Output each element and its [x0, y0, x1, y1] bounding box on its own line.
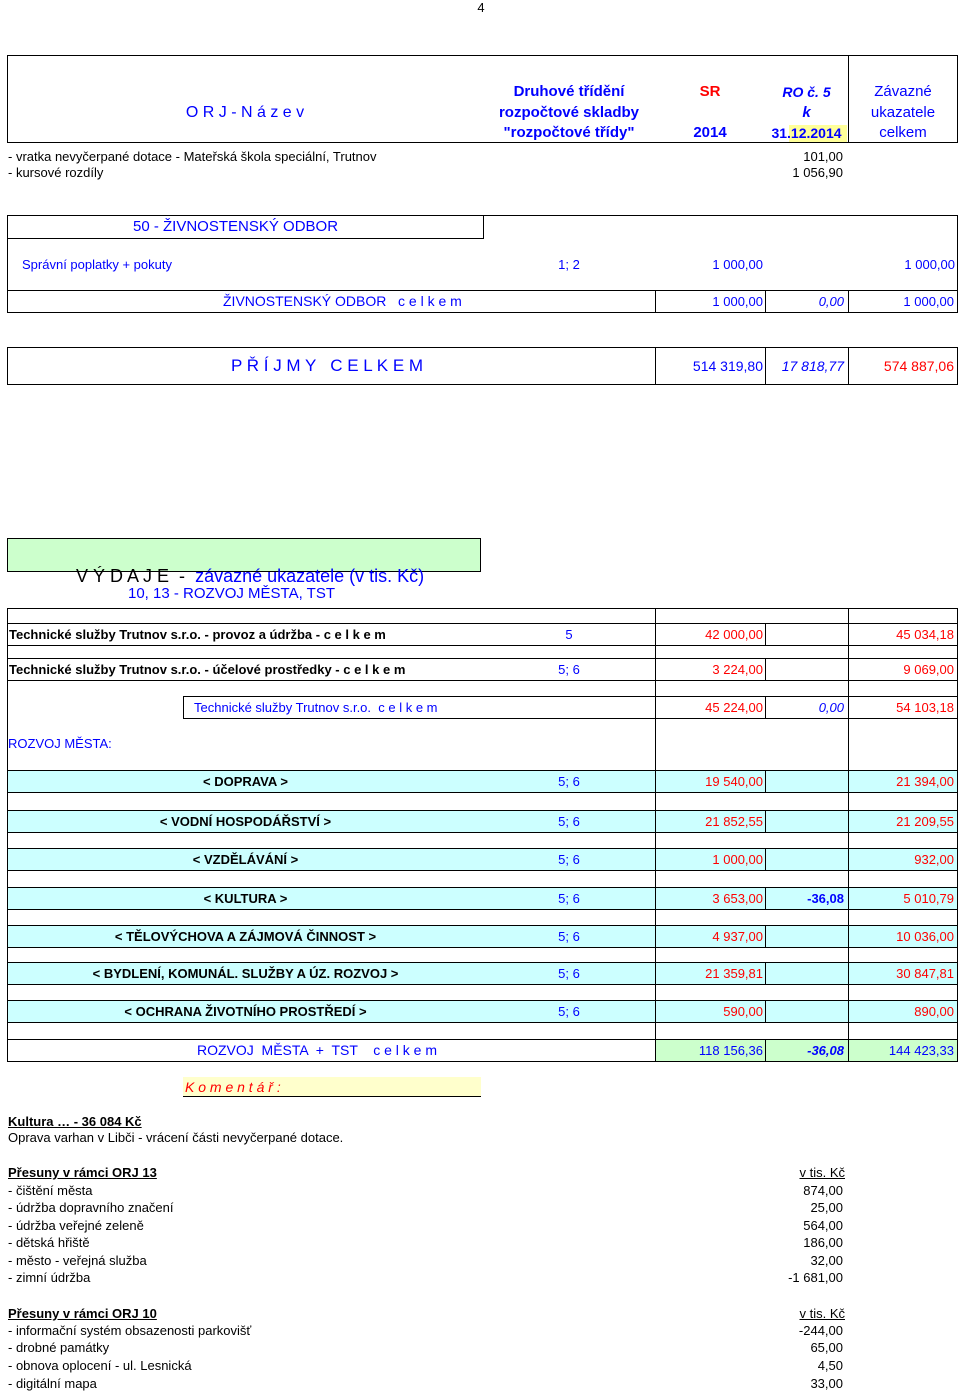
row-label: ŽIVNOSTENSKÝ ODBOR c e l k e m	[7, 290, 655, 313]
row-ro-value	[765, 848, 848, 871]
header-classification-line-1: Druhové třídění	[513, 83, 625, 100]
row-class: 5; 6	[483, 887, 655, 910]
trade-office-title: 50 - ŽIVNOSTENSKÝ ODBOR	[133, 218, 339, 235]
row-label: Technické služby Trutnov s.r.o. c e l k e m	[183, 696, 655, 719]
transfer-unit: v tis. Kč	[799, 1165, 845, 1180]
header-sr-label: SR	[699, 83, 721, 100]
row-binding-value: 5 010,79	[848, 887, 958, 910]
category-row	[0, 962, 960, 985]
row-binding-value: 21 209,55	[848, 810, 958, 833]
income-total-binding: 574 887,06	[848, 347, 958, 385]
transfer-item-value: 186,00	[803, 1235, 843, 1250]
row-label: < DOPRAVA >	[7, 770, 483, 793]
row-sr-value: 19 540,00	[655, 770, 765, 793]
transfer-item-label: - informační systém obsazenosti parkovišť	[8, 1323, 252, 1338]
header-sr-year: 2014	[693, 124, 727, 141]
transfer-item-label: - údržba dopravního značení	[8, 1200, 174, 1215]
income-total-sr: 514 319,80	[655, 347, 765, 385]
header-orj-name: O R J - N á z e v	[185, 104, 305, 121]
transfer-item-label: - dětská hřiště	[8, 1235, 90, 1250]
row-class: 5	[483, 623, 655, 646]
row-label: Technické služby Trutnov s.r.o. - účelové prostředky - c e l k e m	[7, 658, 483, 681]
row-ro-value	[765, 1000, 848, 1023]
transfer-item-label: - digitální mapa	[8, 1376, 97, 1391]
row-binding-value: 45 034,18	[848, 623, 958, 646]
row-binding-value: 54 103,18	[848, 696, 958, 719]
kultura-text: Oprava varhan v Libči - vrácení části nevyčerpané dotace.	[8, 1130, 344, 1145]
row-class: 5; 6	[483, 962, 655, 985]
comment-label: K o m e n t á ř :	[185, 1079, 281, 1095]
header-ro-label: RO č. 5	[782, 84, 831, 100]
category-row	[0, 887, 960, 910]
row-ro-value: 0,00	[765, 696, 848, 719]
transfer-item-value: -1 681,00	[788, 1270, 843, 1285]
transfer-item	[0, 1200, 960, 1216]
row-label: < OCHRANA ŽIVOTNÍHO PROSTŘEDÍ >	[7, 1000, 483, 1023]
transfer-item-value: 33,00	[810, 1376, 843, 1391]
category-row	[0, 925, 960, 948]
row-ro-value	[765, 770, 848, 793]
row-sr-value: 42 000,00	[655, 623, 765, 646]
transfer-item	[0, 1235, 960, 1251]
row-class: 5; 6	[483, 658, 655, 681]
category-row	[0, 1000, 960, 1023]
transfer-item	[0, 1253, 960, 1269]
expenditure-title-main: V Ý D A J E -	[76, 566, 186, 586]
row-class: 1; 2	[558, 257, 580, 272]
transfer-item	[0, 1340, 960, 1356]
header-binding-line-3: celkem	[879, 124, 927, 141]
transfer-item-value: 25,00	[810, 1200, 843, 1215]
row-label: ROZVOJ MĚSTA + TST c e l k e m	[7, 1039, 655, 1062]
kultura-heading: Kultura … - 36 084 Kč	[8, 1114, 142, 1129]
transfer-item	[0, 1218, 960, 1234]
row-label: < KULTURA >	[7, 887, 483, 910]
row-label: < BYDLENÍ, KOMUNÁL. SLUŽBY A ÚZ. ROZVOJ >	[7, 962, 483, 985]
transfer-item-value: 874,00	[803, 1183, 843, 1198]
income-item-value: 101,00	[803, 149, 843, 164]
header-classification-line-3: "rozpočtové třídy"	[503, 124, 635, 141]
row-sr-value: 590,00	[655, 1000, 765, 1023]
income-total-row	[0, 347, 960, 385]
row-binding-value: 890,00	[848, 1000, 958, 1023]
category-row	[0, 848, 960, 871]
row-binding-value: 10 036,00	[848, 925, 958, 948]
expenditure-title	[56, 543, 425, 586]
row-class: 5; 6	[483, 925, 655, 948]
row-label: Technické služby Trutnov s.r.o. - provoz a údržba - c e l k e m	[7, 623, 483, 646]
grand-total-row	[0, 1039, 960, 1062]
row-class: 5; 6	[483, 770, 655, 793]
trade-office-row	[0, 253, 960, 276]
transfer-item-label: - zimní údržba	[8, 1270, 91, 1285]
row-binding-value: 21 394,00	[848, 770, 958, 793]
transfer-item	[0, 1358, 960, 1374]
row-sr-value: 1 000,00	[655, 848, 765, 871]
row-label: Správní poplatky + pokuty	[22, 257, 172, 272]
row-class: 5; 6	[483, 848, 655, 871]
row-ro-value	[765, 810, 848, 833]
row-sr-value: 118 156,36	[655, 1039, 765, 1062]
transfer-item-label: - obnova oplocení - ul. Lesnická	[8, 1358, 192, 1373]
header-ro-k: k	[802, 104, 811, 121]
trade-office-total-row	[0, 290, 960, 313]
expenditure-title-rest: závazné ukazatele (v tis. Kč)	[185, 566, 425, 586]
transfer-heading: Přesuny v rámci ORJ 13	[8, 1165, 157, 1180]
expenditure-section-title: 10, 13 - ROZVOJ MĚSTA, TST	[128, 585, 335, 602]
transfer-heading: Přesuny v rámci ORJ 10	[8, 1306, 157, 1321]
row-ro-value: 0,00	[765, 290, 848, 313]
transfer-item	[0, 1270, 960, 1286]
header-binding-line-2: ukazatele	[870, 104, 936, 121]
row-binding-value: 1 000,00	[904, 257, 955, 272]
row-binding-value: 9 069,00	[848, 658, 958, 681]
transfer-item-value: 564,00	[803, 1218, 843, 1233]
services-row	[0, 658, 960, 681]
row-ro-value: -36,08	[765, 887, 848, 910]
row-sr-value: 4 937,00	[655, 925, 765, 948]
row-ro-value: -36,08	[765, 1039, 848, 1062]
transfer-item	[0, 1323, 960, 1339]
row-binding-value: 144 423,33	[848, 1039, 958, 1062]
income-item-label: - kursové rozdíly	[8, 165, 104, 180]
row-sr-value: 1 000,00	[655, 290, 765, 313]
income-item-label: - vratka nevyčerpané dotace - Mateřská škola speciální, Trutnov	[8, 149, 377, 164]
header-ro-date: 31.12.2014	[771, 125, 842, 141]
transfer-item-label: - drobné památky	[8, 1340, 110, 1355]
row-binding-value: 1 000,00	[848, 290, 958, 313]
transfer-item-value: 32,00	[810, 1253, 843, 1268]
transfer-item-value: 65,00	[810, 1340, 843, 1355]
row-label: < VZDĚLÁVÁNÍ >	[7, 848, 483, 871]
transfer-item-value: -244,00	[798, 1323, 843, 1338]
transfer-item-value: 4,50	[817, 1358, 843, 1373]
row-ro-value	[765, 623, 848, 646]
category-row	[0, 770, 960, 793]
income-item-value: 1 056,90	[792, 165, 843, 180]
transfer-item-label: - údržba veřejné zeleně	[8, 1218, 144, 1233]
row-sr-value: 21 359,81	[655, 962, 765, 985]
header-classification-line-2: rozpočtové skladby	[498, 104, 640, 121]
row-class: 5; 6	[483, 1000, 655, 1023]
city-development-label: ROZVOJ MĚSTA:	[8, 736, 112, 751]
income-total-label: P Ř Í J M Y C E L K E M	[7, 347, 655, 385]
row-sr-value: 3 224,00	[655, 658, 765, 681]
services-total-row	[0, 696, 960, 719]
transfer-unit: v tis. Kč	[799, 1306, 845, 1321]
transfer-item	[0, 1376, 960, 1392]
row-label: < VODNÍ HOSPODÁŘSTVÍ >	[7, 810, 483, 833]
transfer-item-label: - čištění města	[8, 1183, 93, 1198]
table-top-line	[7, 608, 958, 609]
transfer-item-label: - město - veřejná služba	[8, 1253, 147, 1268]
row-sr-value: 1 000,00	[712, 257, 763, 272]
row-sr-value: 3 653,00	[655, 887, 765, 910]
row-sr-value: 21 852,55	[655, 810, 765, 833]
row-binding-value: 30 847,81	[848, 962, 958, 985]
row-sr-value: 45 224,00	[655, 696, 765, 719]
row-class: 5; 6	[483, 810, 655, 833]
income-total-ro: 17 818,77	[765, 347, 848, 385]
row-ro-value	[765, 962, 848, 985]
transfer-item	[0, 1183, 960, 1199]
services-row	[0, 623, 960, 646]
header-binding-line-1: Závazné	[874, 83, 932, 100]
row-binding-value: 932,00	[848, 848, 958, 871]
page-number: 4	[477, 0, 485, 15]
row-ro-value	[765, 925, 848, 948]
row-ro-value	[765, 658, 848, 681]
category-row	[0, 810, 960, 833]
row-label: < TĚLOVÝCHOVA A ZÁJMOVÁ ČINNOST >	[7, 925, 483, 948]
